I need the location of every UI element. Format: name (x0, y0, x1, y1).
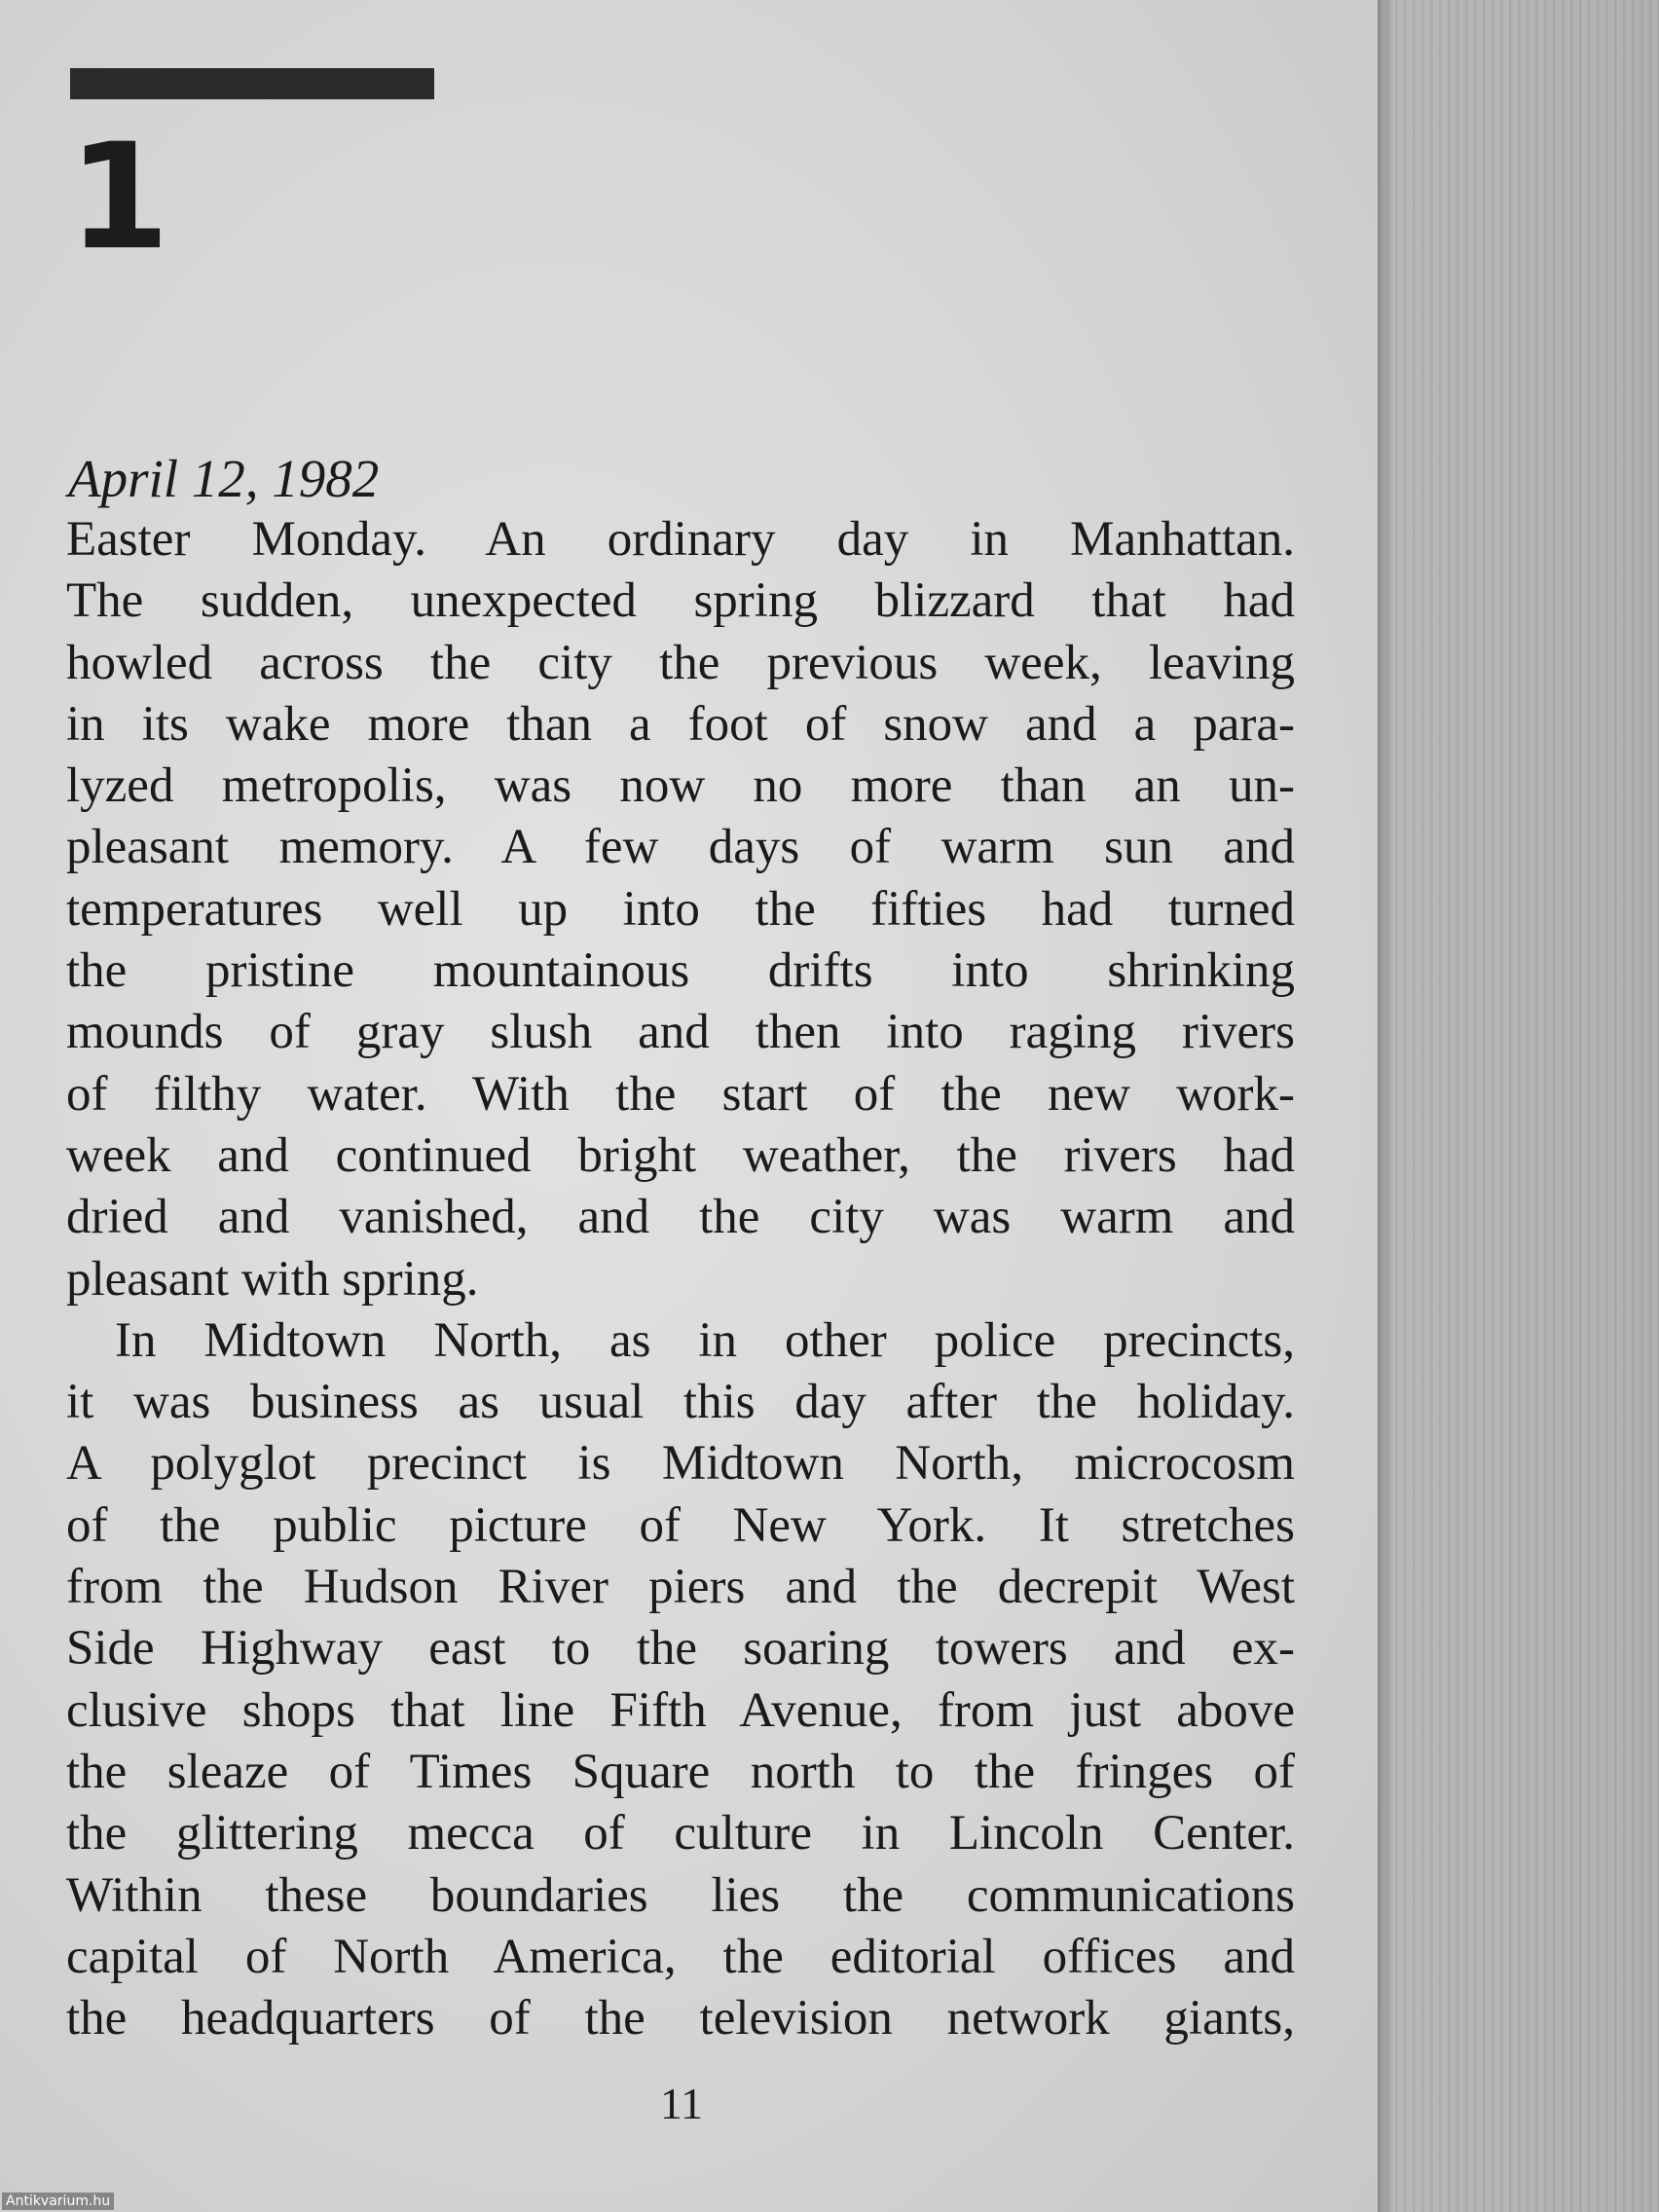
text-line: Side Highway east to the soaring towers and ex- (66, 1621, 1295, 1677)
text-line: lyzed metropolis, was now no more than an un- (66, 758, 1295, 814)
page-number: 11 (659, 2079, 704, 2128)
text-line: from the Hudson River piers and the decrepit West (66, 1560, 1295, 1615)
book-gutter (1378, 0, 1659, 2212)
text-line: Easter Monday. An ordinary day in Manhattan. (66, 512, 1295, 567)
text-line: A polyglot precinct is Midtown North, microcosm (66, 1436, 1295, 1492)
text-line: In Midtown North, as in other police precincts, (115, 1312, 1295, 1368)
text-line: of filthy water. With the start of the new work- (66, 1066, 1295, 1122)
text-line: The sudden, unexpected spring blizzard that had (66, 573, 1295, 629)
text-line: howled across the city the previous week, leaving (66, 635, 1295, 690)
watermark: Antikvarium.hu (2, 2193, 114, 2210)
text-line: dried and vanished, and the city was warm and (66, 1190, 1295, 1245)
text-line: temperatures well up into the fifties had turned (66, 881, 1295, 937)
text-line: the headquarters of the television network giants, (66, 1991, 1295, 2046)
text-line: the pristine mountainous drifts into shrinking (66, 943, 1295, 999)
chapter-rule (70, 68, 434, 99)
text-line: Within these boundaries lies the communications (66, 1867, 1295, 1923)
text-line: of the public picture of New York. It stretches (66, 1497, 1295, 1553)
text-line: the sleaze of Times Square north to the fringes of (66, 1744, 1295, 1799)
body-text (66, 509, 1295, 2049)
paragraph-1 (66, 509, 1295, 1310)
text-line: the glittering mecca of culture in Lincoln Center. (66, 1806, 1295, 1862)
text-line: week and continued bright weather, the rivers had (66, 1127, 1295, 1183)
text-line: in its wake more than a foot of snow and a para- (66, 696, 1295, 752)
text-line: capital of North America, the editorial offices and (66, 1929, 1295, 1984)
dateline: April 12, 1982 (68, 449, 380, 508)
text-line: it was business as usual this day after the holiday. (66, 1375, 1295, 1430)
text-line: pleasant with spring. (66, 1251, 479, 1307)
text-line: pleasant memory. A few days of warm sun and (66, 820, 1295, 875)
text-line: clusive shops that line Fifth Avenue, from just above (66, 1682, 1295, 1738)
paragraph-2 (66, 1310, 1295, 2050)
text-line: mounds of gray slush and then into raging rivers (66, 1005, 1295, 1060)
chapter-number: 1 (68, 113, 170, 282)
